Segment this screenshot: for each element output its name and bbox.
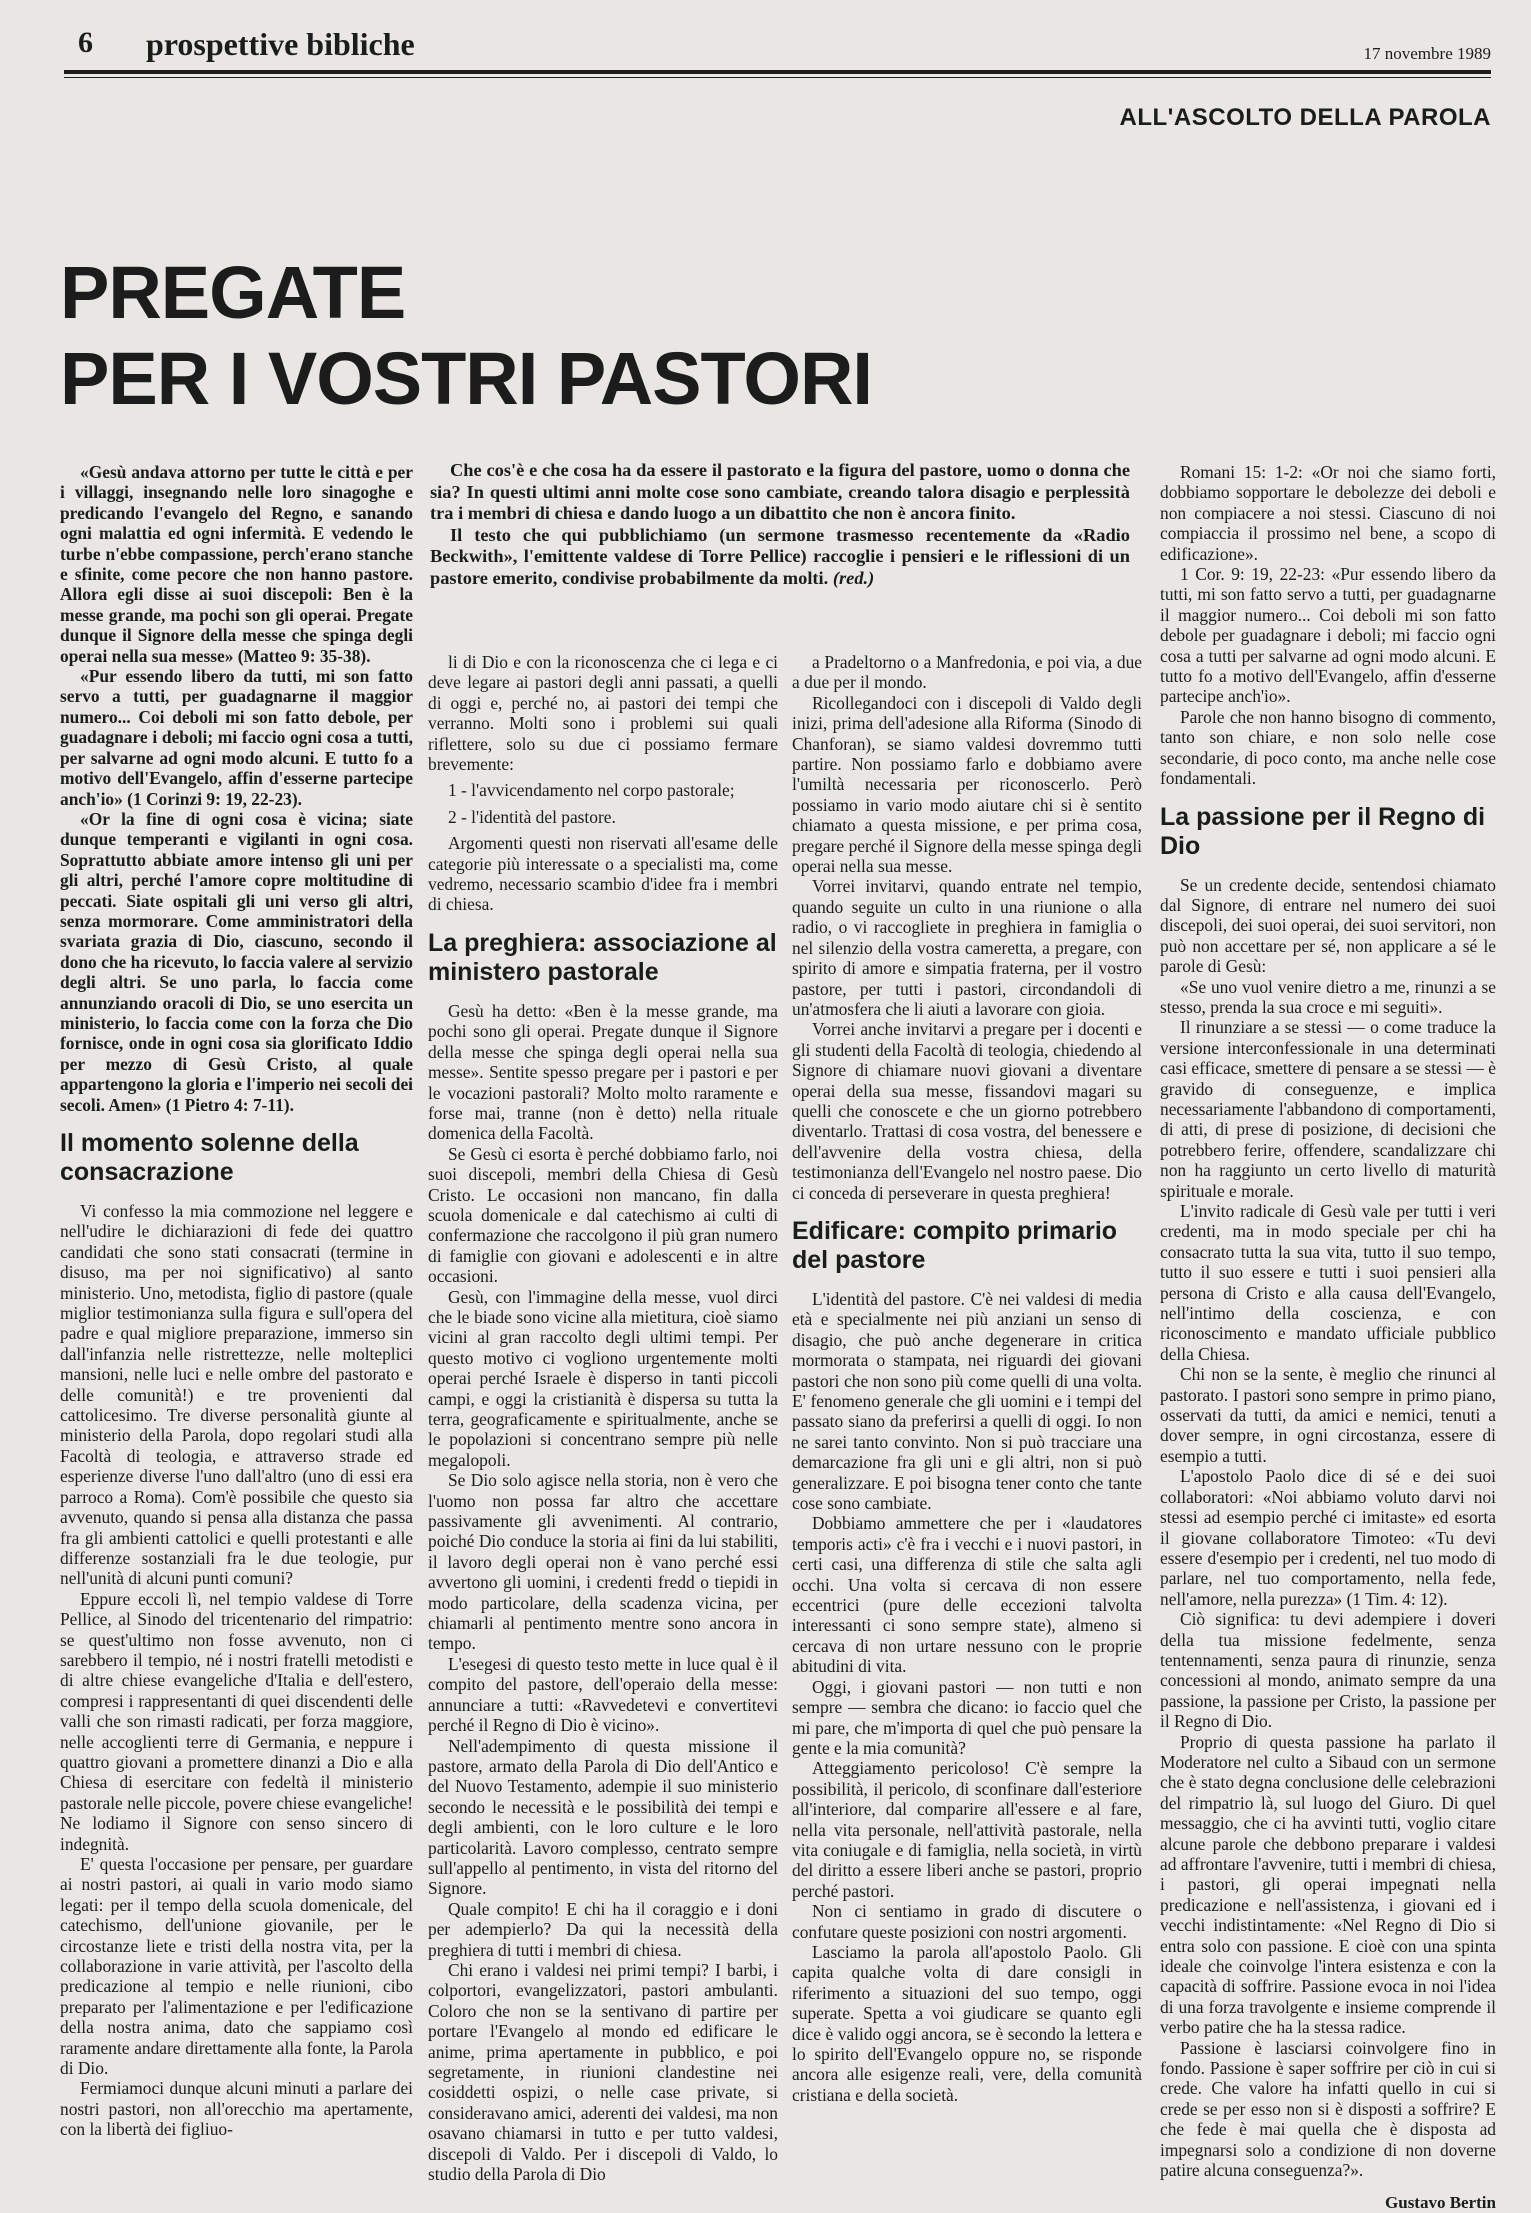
subheading: Il momento solenne della consacrazione	[60, 1129, 359, 1186]
intro-standfirst	[430, 460, 1130, 589]
subheading: La preghiera: associazione al ministero pastorale	[428, 928, 777, 986]
headline	[60, 250, 872, 422]
body-paragraph: L'esegesi di questo testo mette in luce qual è il compito del pastore, dell'operaio della messe: annunciare a tutti: «Ravvedetevi e convertitevi perché il Regno di Dio è vicino».	[428, 1653, 778, 1736]
headline-line-1: PREGATE	[60, 251, 406, 334]
body-paragraph: Gesù, con l'immagine della messe, vuol dirci che le biade sono vicine alla mietitura, cioè siamo vicini al gran raccolto degli ultimi tempi. Per questo motivo ci vogliono urgentemente molti operai perché Israele è disperso in tanti piccoli campi, e oggi la cristianità è dispersa su tutta la terra, geograficamente e spiritualmente, anche se le popolazioni si concentrano sempre più nelle megalopoli.	[428, 1286, 778, 1470]
intro-paragraph: Che cos'è e che cosa ha da essere il pastorato e la figura del pastore, uomo o donna che sia? In questi ultimi anni molte cose sono cambiate, creando talora disagio e perplessità tra i membri di chiesa e dando luogo a un dibattito che non è ancora finito.	[430, 460, 1130, 523]
body-paragraph: Se Dio solo agisce nella storia, non è vero che l'uomo non possa far altro che accettare passivamente gli avvenimenti. Al contrario, poiché Dio conduce la storia ai fini da lui stabiliti, il lavoro degli operai non è vano perché essi avvertono gli uomini, i credenti fredd o tiepidi in modo particolare, della scadenza vicina, per chiamarli al pentimento mentre sono ancora in tempo.	[428, 1470, 778, 1654]
publication-name: prospettive bibliche	[146, 26, 415, 62]
body-paragraph: L'apostolo Paolo dice di sé e dei suoi collaboratori: «Noi abbiamo voluto darvi noi stessi ad esempio perché ci imitaste» ed esorta il giovane collaboratore Timoteo: «Tu devi essere d'esempio per i credenti, nel tuo modo di parlare, nel tuo comportamento, nella fede, nell'amore, nella purezza» (1 Tim. 4: 12).	[1160, 1466, 1496, 1609]
body-paragraph: Chi erano i valdesi nei primi tempi? I barbi, i colportori, evangelizzatori, pastori ambulanti. Coloro che non se la sentivano di partire per portare l'Evangelo al mondo ed edificare le anime, prima apertamente in pubblico, e poi segretamente, in riunioni clandestine nei cosiddetti ospizi, o nelle case private, si consideravano amici, aderenti dei valdesi, ma non osavano chiamarsi in tutto e per tutto valdesi, discepoli di Valdo. Per i discepoli di Valdo, lo studio della Parola di Dio	[428, 1959, 778, 2185]
body-paragraph: Quale compito! E chi ha il coraggio e i doni per adempierlo? Da qui la necessità della preghiera di tutti i membri di chiesa.	[428, 1898, 778, 1960]
body-paragraph: 1 Cor. 9: 19, 22-23: «Pur essendo libero da tutti, mi son fatto servo a tutti, per guadagnarne il maggior numero... Coi deboli mi son fatto debole per guadagnare i deboli; mi faccio ogni cosa a tutti per salvarne ad ogni modo alcuni. E tutto fo a motivo dell'Evangelo, affin d'esserne partecipe anch'io».	[1160, 564, 1496, 707]
author-signature: Gustavo Bertin	[1385, 2192, 1496, 2212]
body-paragraph: Atteggiamento pericoloso! C'è sempre la possibilità, il pericolo, di sconfinare dall'esteriore all'interiore, dal comparire all'essere e al fare, nella vita personale, nell'attività pastorale, nella vita coniugale e di famiglia, nella società, in virtù del diritto a essere liberi anche se pastori, proprio perché pastori.	[792, 1758, 1142, 1901]
scripture-quote: «Pur essendo libero da tutti, mi son fatto servo a tutti, per guadagnarne il maggior numero... Coi deboli mi son fatto debole, per guadagnare i deboli; mi faccio ogni cosa a tutti, per salvarne ad ogni modo alcuni. E tutto fo a motivo dell'Evangelo, affin d'esserne partecipe anch'io» (1 Corinzi 9: 19, 22-23).	[60, 666, 413, 809]
body-paragraph: Ciò significa: tu devi adempiere i doveri della tua missione fedelmente, senza tentennamenti, senza paura di rinunzie, senza concessioni al mondo, animato sempre da una passione, la passione per Cristo, la passione per il Regno di Dio.	[1160, 1609, 1496, 1732]
body-paragraph: «Se uno vuol venire dietro a me, rinunzi a se stesso, prenda la sua croce e mi seguiti».	[1160, 976, 1496, 1017]
subheading: La passione per il Regno di Dio	[1160, 802, 1486, 860]
issue-date: 17 novembre 1989	[1363, 44, 1491, 63]
body-paragraph: L'invito radicale di Gesù vale per tutti i veri credenti, ma in modo speciale per chi ha consacrato tutta la sua vita, tutto il suo tempo, tutto il suo essere e tutti i suoi pensieri alla persona di Cristo e alla causa dell'Evangelo, nell'intimo della coscienza, e con riconoscimento e mandato ufficiale pubblico della Chiesa.	[1160, 1201, 1496, 1364]
body-paragraph: Lasciamo la parola all'apostolo Paolo. Gli capita qualche volta di dare consigli in riferimento a situazioni del suo tempo, oggi superate. Spetta a voi giudicare se quanto egli dice è valido oggi ancora, se è secondo la lettera e lo spirito dell'Evangelo oppure no, se risponde ancora alle esigenze reali, vere, della comunità cristiana e della società.	[792, 1941, 1142, 2105]
body-paragraph: Dobbiamo ammettere che per i «laudatores temporis acti» c'è fra i vecchi e i nuovi pastori, in certi casi, una differenza di stile che salta agli occhi. Una volta si cercava di non essere eccentrici (pure delle eccezioni talvolta interessanti ci sono sempre state), almeno si cercava di non urtare nessuno con le proprie abitudini di vita.	[792, 1513, 1142, 1677]
body-paragraph: Non ci sentiamo in grado di discutere o confutare queste posizioni con nostri argomenti.	[792, 1901, 1142, 1942]
column-3	[792, 652, 1142, 2167]
column-2	[428, 652, 778, 2185]
section-title: ALL'ASCOLTO DELLA PAROLA	[1119, 104, 1491, 131]
body-paragraph: Argomenti questi non riservati all'esame delle categorie più interessate o a specialisti ma, come vedremo, necessario scambio d'idee fra i membri di chiesa.	[428, 833, 778, 915]
header-rule	[64, 70, 1491, 74]
intro-text: Il testo che qui pubblichiamo (un sermone trasmesso recentemente da «Radio Beckwith», l'emittente valdese di Torre Pellice) raccoglie i pensieri e le riflessioni di un pastore emerito, condivise probabilmente da molti.	[430, 524, 1130, 588]
body-paragraph: Parole che non hanno bisogno di commento, tanto son chiare, e non solo nelle cose secondarie, di poco conto, ma anche nelle cose fondamentali.	[1160, 706, 1496, 789]
body-paragraph: a Pradeltorno o a Manfredonia, e poi via, a due a due per il mondo.	[792, 652, 1142, 693]
column-1	[60, 462, 413, 2167]
point-item: 1 - l'avvicendamento nel corpo pastorale;	[448, 780, 735, 801]
body-paragraph: li di Dio e con la riconoscenza che ci lega e ci deve legare ai pastori degli anni passati, a quelli di oggi e, perché no, ai pastori dei tempi che verranno. Molti sono i problemi sui quali riflettere, solo su due ci possiamo fermare brevemente:	[428, 652, 778, 775]
page-number: 6	[78, 26, 93, 59]
body-paragraph: Romani 15: 1-2: «Or noi che siamo forti, dobbiamo sopportare le debolezze dei deboli e non compiacere a noi stessi. Ciascuno di noi compiaccia il prossimo nel bene, a scopo di edificazione».	[1160, 462, 1496, 564]
header-rule-thin	[64, 77, 1491, 78]
body-paragraph: Chi non se la sente, è meglio che rinunci al pastorato. I pastori sono sempre in primo piano, osservati da tutti, da amici e nemici, tenuti a dover sempre, in ogni circostanza, essere di esempio a tutti.	[1160, 1364, 1496, 1466]
body-paragraph: E' questa l'occasione per pensare, per guardare ai nostri pastori, ai quali in vario modo siamo legati: per il tempo della scuola domenicale, del catechismo, dell'unione giovanile, per le circostanze liete e tristi della nostra vita, per la collaborazione in varie attività, per l'ascolto della predicazione al tempio e nelle riunioni, cibo preparato per l'alimentazione e per l'edificazione della nostra anima, dato che sappiamo così raramente andare direttamente alla fonte, la Parola di Dio.	[60, 1854, 413, 2079]
body-paragraph: Se un credente decide, sentendosi chiamato dal Signore, di entrare nel numero dei suoi discepoli, dei suoi operai, dei suoi servitori, non può non accettare per sé, non applicare a sé le parole di Gesù:	[1160, 874, 1496, 977]
point-item: 2 - l'identità del pastore.	[448, 806, 616, 827]
body-paragraph: Eppure eccoli lì, nel tempio valdese di Torre Pellice, al Sinodo del tricentenario del rimpatrio: se quest'ultimo non fosse avvenuto, non ci sarebbero il tempio, né i nostri fratelli metodisti e di altre chiese evangeliche d'Italia e dell'estero, compresi i rappresentanti di quei discendenti delle valli che son rimasti radicati, per forza maggiore, nelle accoglienti terre di Germania, e neppure i quattro giovani a promettere dinanzi a Dio e alla Chiesa di esercitare con fedeltà il ministerio pastorale nelle piccole, povere chiese evangeliche! Ne lodiamo il Signore con senso sincero di indegnità.	[60, 1588, 413, 1854]
editor-note: (red.)	[832, 567, 875, 588]
body-paragraph: Ricollegandoci con i discepoli di Valdo degli inizi, prima dell'adesione alla Riforma (Sinodo di Chanforan), se siamo valdesi dovremmo tutti partire. Non possiamo farlo e dobbiamo avere l'umiltà necessaria per riconoscerlo. Però possiamo in vario modo aiutare chi si è sentito chiamato a questa missione, e per prima cosa, pregare perché il Signore della messe spinga degli operai nella sua messe.	[792, 692, 1142, 877]
body-paragraph: Vorrei anche invitarvi a pregare per i docenti e gli studenti della Facoltà di teologia, chiedendo al Signore di chiamare nuovi giovani a diventare operai della sua messe, fissandovi magari su quelli che conoscete e che un giorno potrebbero diventarlo. Trattasi di cosa vostra, del benessere e dell'avvenire della vostra chiesa, della testimonianza dell'Evangelo nel nostro paese. Dio ci conceda di perseverare in questa preghiera!	[792, 1019, 1142, 1203]
body-paragraph: Fermiamoci dunque alcuni minuti a parlare dei nostri pastori, non all'orecchio ma apertamente, con la libertà dei figliuo-	[60, 2078, 413, 2140]
column-4	[1160, 462, 1496, 2212]
intro-paragraph	[430, 525, 1130, 590]
discussion-points	[428, 780, 778, 827]
body-paragraph: Vorrei invitarvi, quando entrate nel tempio, quando seguite un culto in una riunione o alla radio, o vi raccogliete in preghiera in famiglia o nel silenzio della vostra cameretta, a pregare, con spirito di amore e simpatia fraterna, per il vostro pastore, per tutti i pastori, circondandoli di un'atmosfera che li aiuti a lavorare con gioia.	[792, 876, 1142, 1019]
body-paragraph: Nell'adempimento di questa missione il pastore, armato della Parola di Dio dell'Antico e del Nuovo Testamento, adempie il suo ministerio secondo le necessità e le possibilità dei tempi e degli ambienti, con le loro culture e le loro particolarità. Lavoro complesso, centrato sempre sull'appello al pentimento, in vista del ritorno del Signore.	[428, 1735, 778, 1899]
headline-line-2: PER I VOSTRI PASTORI	[60, 337, 872, 420]
body-paragraph: Il rinunziare a se stessi — o come traduce la versione interconfessionale in una determinati casi efficace, smettere di pensare a se stessi — è gravido di conseguenze, e implica necessariamente l'abbandono di comportamenti, di atti, di prese di posizione, di decisioni che potrebbero ferire, offendere, scandalizzare chi non ha raggiunto un certo livello di maturità spirituale e morale.	[1160, 1017, 1496, 1201]
scripture-quote: «Or la fine di ogni cosa è vicina; siate dunque temperanti e vigilanti in ogni cosa. Soprattutto abbiate amore intenso gli uni per gli altri, perché l'amore copre moltitudine di peccati. Siate ospitali gli uni verso gli altri, senza mormorare. Come amministratori della svariata grazia di Dio, ciascuno, secondo il dono che ha ricevuto, lo faccia valere al servizio degli altri. Se uno parla, lo faccia come annunziando oracoli di Dio, se uno esercita un ministerio, lo faccia come con la forza che Dio fornisce, onde in ogni cosa sia glorificato Iddio per mezzo di Gesù Cristo, al quale appartengono la gloria e l'imperio nei secoli dei secoli. Amen» (1 Pietro 4: 7-11).	[60, 808, 413, 1115]
subheading: Edificare: compito primario del pastore	[792, 1216, 1118, 1274]
body-paragraph: Proprio di questa passione ha parlato il Moderatore nel culto a Sibaud con un sermone che è stato degna conclusione delle celebrazioni del rimpatrio là, sul luogo del Giuro. Di quel messaggio, che ci ha avvinti tutti, voglio citare alcune parole che debbono preparare i valdesi ad affrontare l'avvenire, tutti i membri di chiesa, i pastori, gli operai impegnati nella predicazione e nell'assistenza, i giovani ed i vecchi indistintamente: «Nel Regno di Dio si entra solo con passione. E cioè con una spinta ideale che coinvolge l'intera esistenza e con la capacità di soffrire. Passione evoca in noi l'idea di una forza travolgente e insieme comprende il verbo patire che ha la stessa radice.	[1160, 1731, 1496, 2038]
body-paragraph: L'identità del pastore. C'è nei valdesi di media età e specialmente nei più anziani un senso di disagio, che può anche degenerare in critica mormorata o stampata, nei riguardi dei giovani pastori che non sono più come quelli di una volta. E' fenomeno generale che gli uomini e i tempi del passato siano da preferirsi a quelli di oggi. Io non ne sarei tanto convinto. Non si può tracciare una demarcazione fra gli uni e gli altri, non si può generalizzare. E poi bisogna tener conto che tante cose sono cambiate.	[792, 1288, 1142, 1514]
scripture-quote: «Gesù andava attorno per tutte le città e per i villaggi, insegnando nelle loro sinagoghe e predicando l'evangelo del Regno, e sanando ogni malattia ed ogni infermità. E vedendo le turbe n'ebbe compassione, perch'erano stanche e sfinite, come pecore che non hanno pastore. Allora egli disse ai suoi discepoli: Ben è la messe grande, ma pochi son gli operai. Pregate dunque il Signore della messe che spinga degli operai nella sua messe» (Matteo 9: 35-38).	[60, 462, 413, 666]
body-paragraph: Passione è lasciarsi coinvolgere fino in fondo. Passione è saper soffrire per ciò in cui si crede. Che valore ha infatti quello in cui si crede se per esso non si è disposti a soffrire? E che fede è mai quella che è disposta ad impegnarsi solo a condizione di non doverne patire alcuna conseguenza?».	[1160, 2037, 1496, 2181]
body-paragraph: Oggi, i giovani pastori — non tutti e non sempre — sembra che dicano: io faccio quel che mi pare, che m'importa di quel che può pensare la gente e la mia comunità?	[792, 1676, 1142, 1758]
body-paragraph: Se Gesù ci esorta è perché dobbiamo farlo, noi suoi discepoli, membri della Chiesa di Gesù Cristo. Le occasioni non mancano, fin dalla scuola domenicale e dal catechismo ai culti di confermazione che raccolgono il più gran numero di famiglie con giovani e adolescenti e in altre occasioni.	[428, 1143, 778, 1287]
body-paragraph: Vi confesso la mia commozione nel leggere e nell'udire le dichiarazioni di fede dei quattro candidati che sono stati consacrati (termine in disuso, ma per noi significativo) al santo ministerio. Uno, metodista, figlio di pastore (quale miglior testimonianza sulla figura e sull'opera del padre e qual migliore preparazione, immerso sin dall'infanzia nelle ristrettezze, nelle molteplici mansioni, nelle luci e nelle ombre del pastorato e delle comunità!) e tre provenienti dal cattolicesimo. Tre diverse personalità giunte al ministerio della Parola, dopo regolari studi alla Facoltà di teologia, e attraverso strade ed esperienze diverse l'uno dall'altro (uno di essi era parroco a Roma). Com'è possibile che questo sia avvenuto, quando si pensa alla distanza che passa fra gli ambienti cattolici e quelli protestanti e alle differenze sostanziali fra le due teologie, pur nell'unità di alcuni punti comuni?	[60, 1201, 413, 1589]
body-paragraph: Gesù ha detto: «Ben è la messe grande, ma pochi sono gli operai. Pregate dunque il Signore della messe che spinga degli operai nella sua messe». Sentite spesso pregare per i pastori e per le vocazioni pastorali? Molto molto raramente e forse mai, tranne (non è detto) nella rituale domenica della Facoltà.	[428, 1000, 778, 1144]
